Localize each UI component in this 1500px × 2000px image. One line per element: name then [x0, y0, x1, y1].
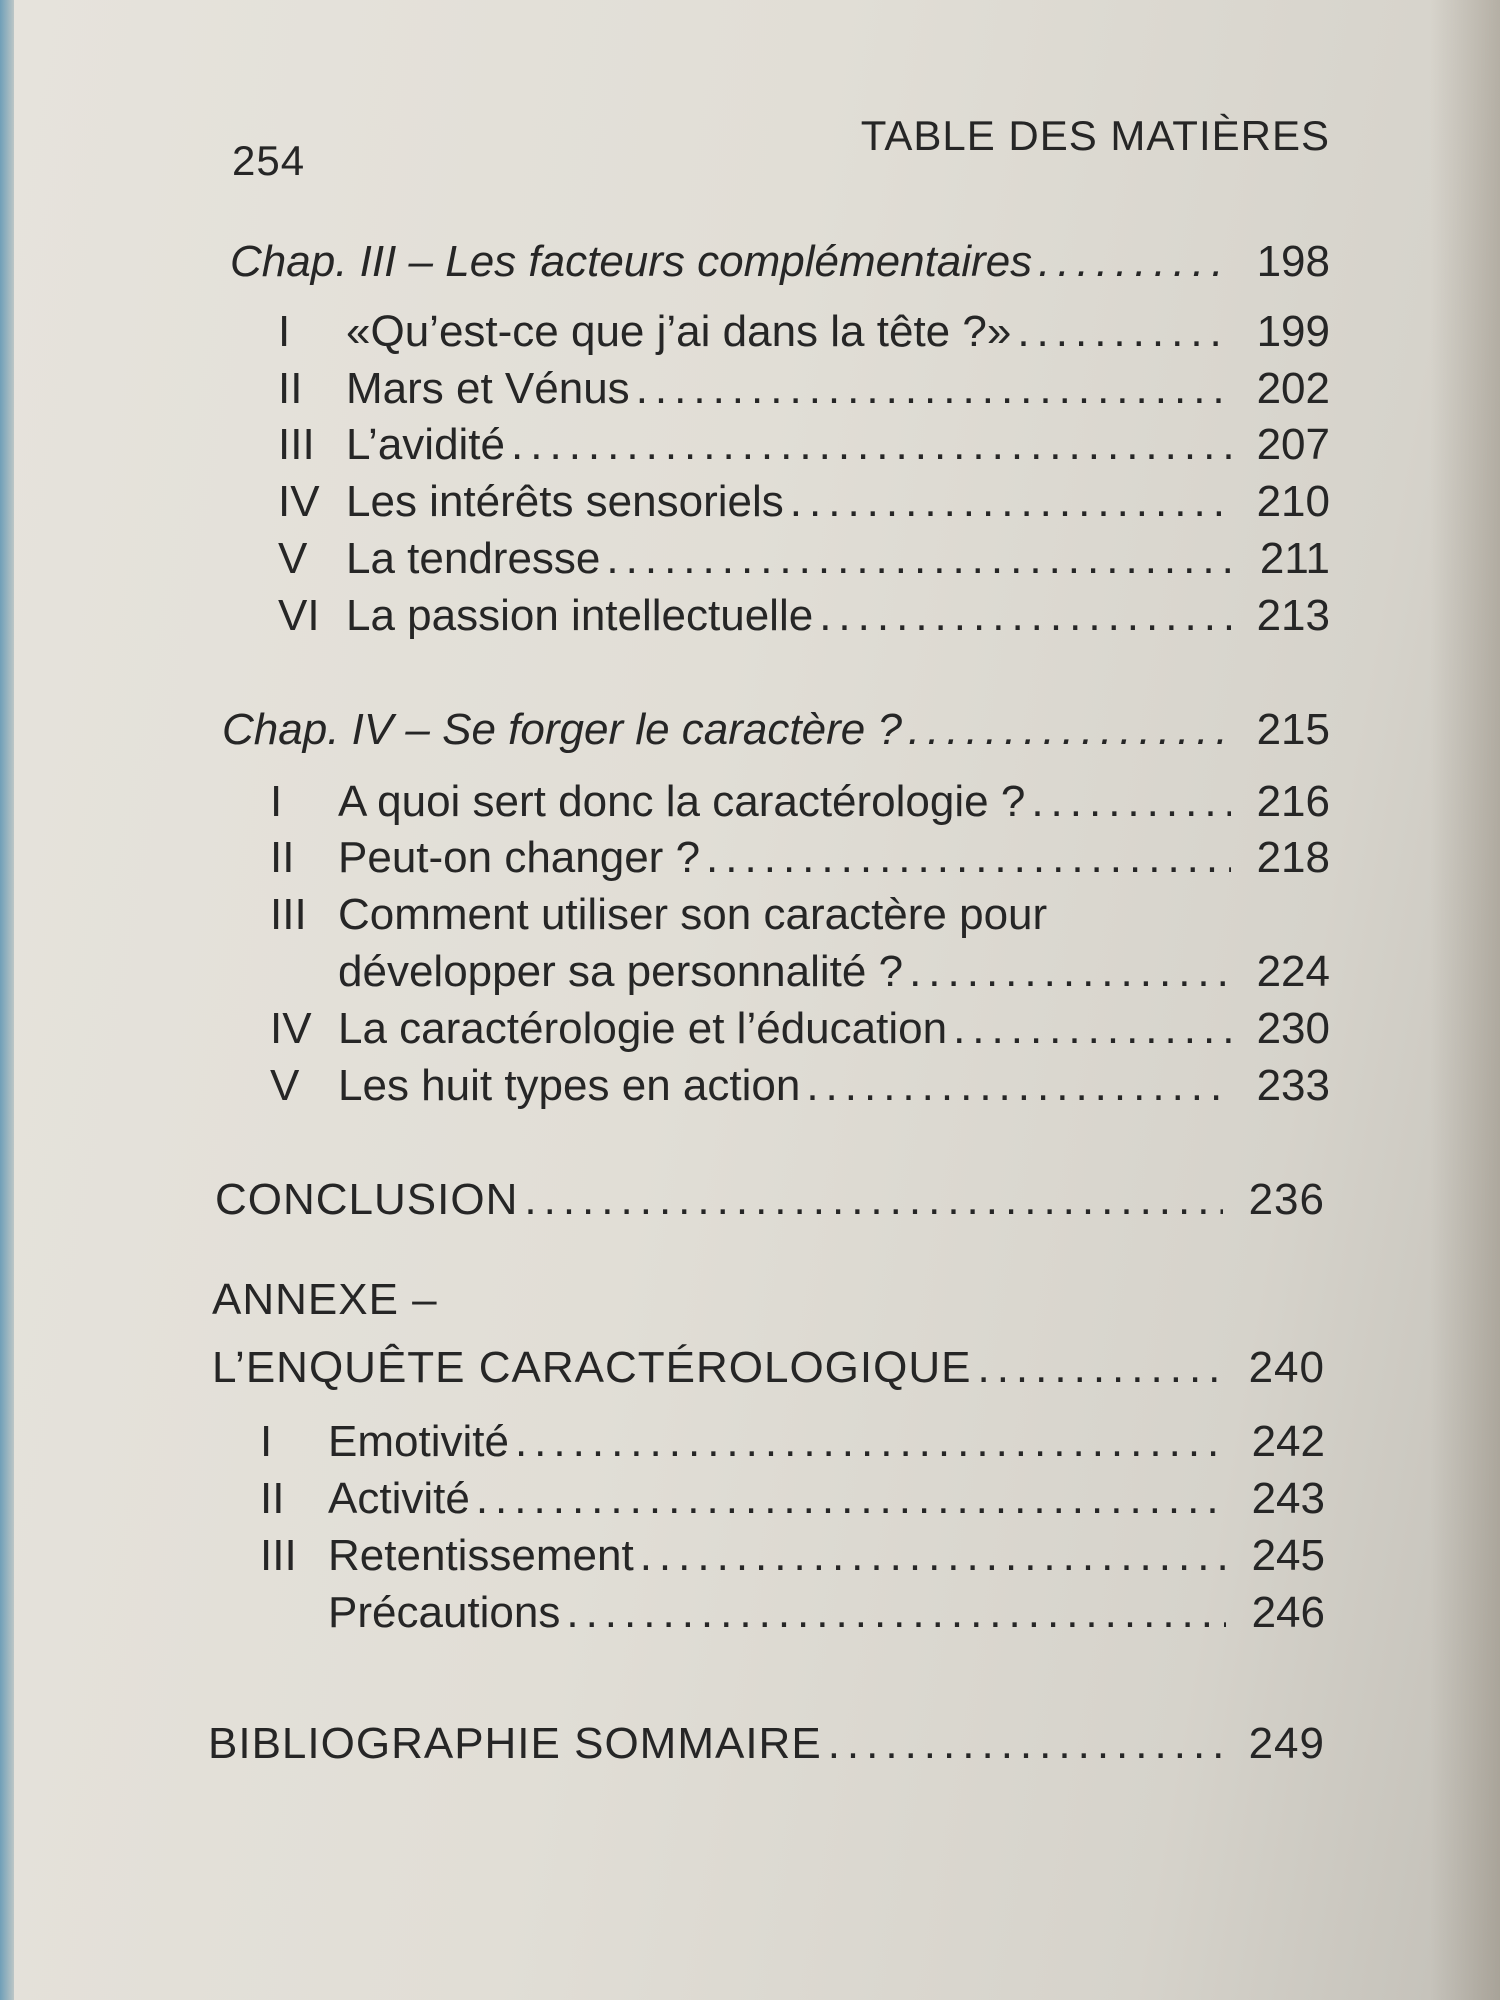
- page-ref: 236: [1248, 1174, 1325, 1224]
- toc-entry-continued: [260, 940, 1330, 996]
- entry-number: II: [278, 363, 303, 413]
- entry-number: IV: [270, 1003, 312, 1053]
- toc-entry: [250, 1524, 1325, 1580]
- entry-title: Comment utiliser son caractère pour: [338, 889, 1048, 939]
- entry-number: II: [260, 1473, 285, 1523]
- entry-title: La caractérologie et l’éducation: [338, 1003, 948, 1053]
- dot-leader: [509, 1418, 1226, 1466]
- page-ref: 240: [1248, 1342, 1325, 1392]
- page-ref: 211: [1259, 533, 1330, 583]
- dot-leader: [560, 1589, 1225, 1637]
- entry-title: Peut-on changer ?: [338, 832, 701, 882]
- toc-entry: [260, 997, 1330, 1053]
- section-title: CONCLUSION: [215, 1174, 519, 1224]
- toc-chapter-3: [230, 230, 1330, 286]
- section-title: BIBLIOGRAPHIE SOMMAIRE: [208, 1718, 822, 1768]
- toc-entry: [260, 770, 1330, 826]
- toc-annexe: [212, 1336, 1325, 1392]
- dot-leader: [634, 1532, 1226, 1580]
- page-ref: 242: [1251, 1416, 1325, 1466]
- entry-title: Les huit types en action: [338, 1060, 801, 1110]
- dot-leader: [903, 948, 1231, 996]
- toc-entry: [268, 584, 1330, 640]
- page-ref: 202: [1256, 363, 1330, 413]
- entry-number: V: [270, 1060, 300, 1110]
- dot-leader: [971, 1344, 1222, 1392]
- dot-leader: [470, 1475, 1226, 1523]
- toc-entry: [268, 300, 1330, 356]
- section-title: L’ENQUÊTE CARACTÉROLOGIQUE: [212, 1342, 972, 1392]
- page-number: 254: [232, 137, 306, 184]
- entry-number: I: [270, 776, 283, 826]
- entry-number: IV: [278, 476, 320, 526]
- toc-entry: [268, 470, 1330, 526]
- annexe-heading: ANNEXE –: [212, 1275, 438, 1324]
- page-ref: 198: [1256, 236, 1330, 286]
- page-ref: 213: [1256, 590, 1330, 640]
- entry-number: I: [278, 306, 291, 356]
- dot-leader: [700, 834, 1231, 882]
- page-gutter-shadow: [1430, 0, 1500, 2000]
- entry-title: Précautions: [328, 1587, 561, 1637]
- page-ref: 243: [1251, 1473, 1325, 1523]
- toc-entry: [250, 1467, 1325, 1523]
- toc-bibliographie: [208, 1712, 1325, 1768]
- page-ref: 207: [1256, 419, 1330, 469]
- dot-leader: [1025, 778, 1230, 826]
- page-ref: 233: [1256, 1060, 1330, 1110]
- dot-leader: [784, 478, 1231, 526]
- page-ref: 199: [1256, 306, 1330, 356]
- dot-leader: [800, 1062, 1230, 1110]
- entry-number: VI: [278, 590, 320, 640]
- entry-title: Retentissement: [328, 1530, 634, 1580]
- page-ref: 230: [1256, 1003, 1330, 1053]
- entry-number: III: [260, 1530, 297, 1580]
- toc-entry: [268, 527, 1330, 583]
- entry-title: Emotivité: [328, 1416, 509, 1466]
- toc-entry: [250, 1581, 1325, 1637]
- chapter-title: Chap. IV – Se forger le caractère ?: [222, 704, 902, 754]
- book-edge: [0, 0, 14, 2000]
- dot-leader: [1032, 238, 1230, 286]
- entry-title: La passion intellectuelle: [346, 590, 814, 640]
- entry-title-continued: développer sa personnalité ?: [338, 946, 904, 996]
- dot-leader: [630, 365, 1231, 413]
- page-ref: 215: [1256, 704, 1330, 754]
- page-ref: 216: [1256, 776, 1330, 826]
- dot-leader: [813, 592, 1230, 640]
- toc-entry: [268, 413, 1330, 469]
- entry-number: III: [270, 889, 307, 939]
- entry-title: Activité: [328, 1473, 470, 1523]
- entry-title: Mars et Vénus: [346, 363, 630, 413]
- running-head: TABLE DES MATIÈRES: [860, 112, 1330, 159]
- entry-title: «Qu’est-ce que j’ai dans la tête ?»: [346, 306, 1012, 356]
- dot-leader: [505, 421, 1231, 469]
- toc-chapter-4: [222, 698, 1330, 754]
- toc-conclusion: [215, 1168, 1325, 1224]
- entry-number: V: [278, 533, 308, 583]
- toc-entry: [250, 1410, 1325, 1466]
- page-ref: 218: [1256, 832, 1330, 882]
- chapter-title: Chap. III – Les facteurs complémentaires: [230, 236, 1033, 286]
- toc-entry: [260, 883, 1330, 939]
- dot-leader: [518, 1176, 1222, 1224]
- page-ref: 224: [1256, 946, 1330, 996]
- entry-number: III: [278, 419, 315, 469]
- toc-entry: [260, 826, 1330, 882]
- page-ref: 210: [1256, 476, 1330, 526]
- dot-leader: [1011, 308, 1230, 356]
- page-ref: 245: [1251, 1530, 1325, 1580]
- entry-title: La tendresse: [346, 533, 601, 583]
- dot-leader: [822, 1720, 1223, 1768]
- entry-number: II: [270, 832, 295, 882]
- page-ref: 246: [1251, 1587, 1325, 1637]
- dot-leader: [600, 535, 1233, 583]
- entry-title: Les intérêts sensoriels: [346, 476, 784, 526]
- toc-entry: [268, 357, 1330, 413]
- toc-entry: [260, 1054, 1330, 1110]
- dot-leader: [947, 1005, 1231, 1053]
- entry-title: L’avidité: [346, 419, 506, 469]
- page-ref: 249: [1248, 1718, 1325, 1768]
- entry-number: I: [260, 1416, 273, 1466]
- entry-title: A quoi sert donc la caractérologie ?: [338, 776, 1026, 826]
- dot-leader: [902, 706, 1231, 754]
